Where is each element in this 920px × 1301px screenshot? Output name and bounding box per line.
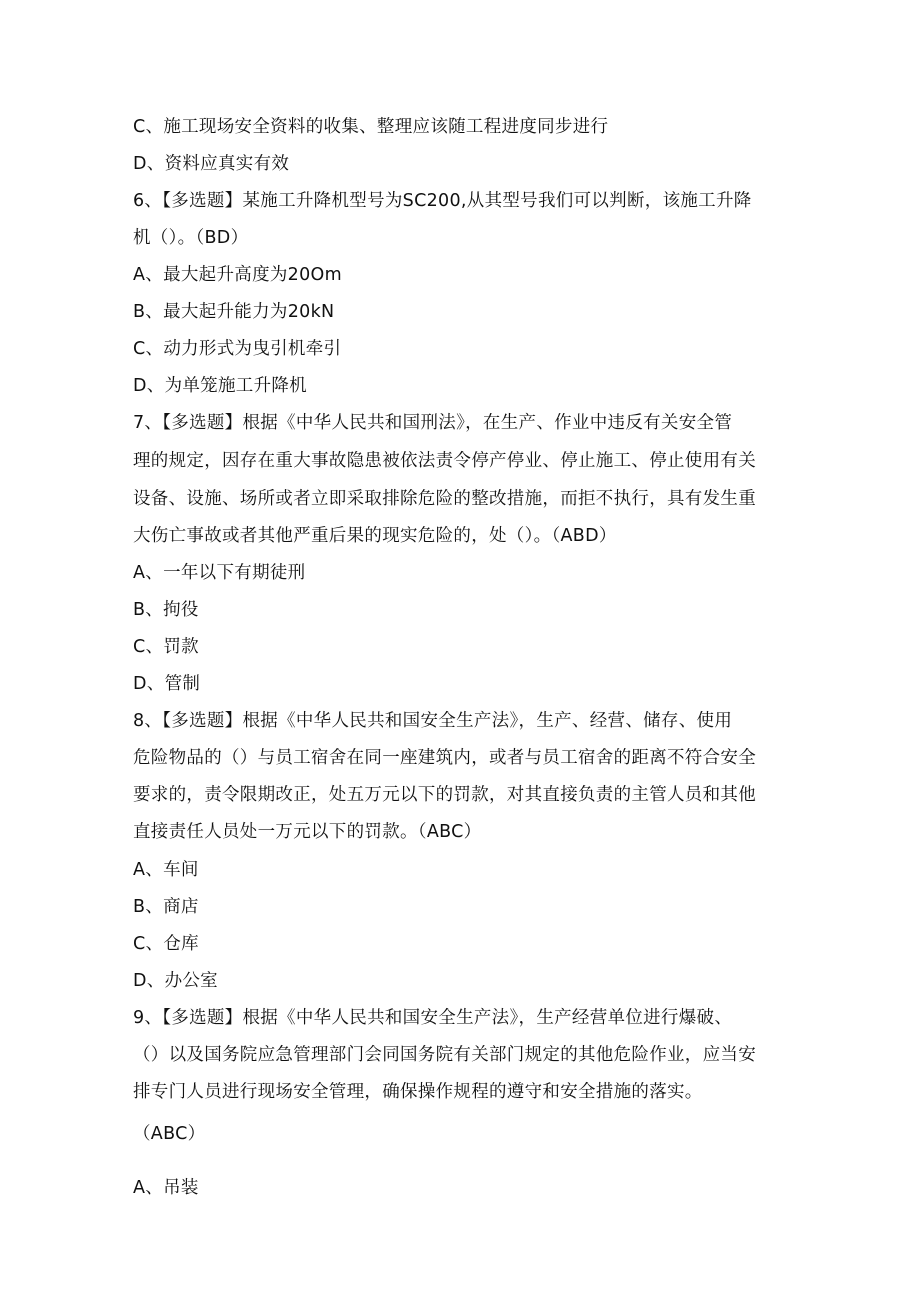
q7-stem-line-2: 理的规定，因存在重大事故隐患被依法责令停产停业、停止施工、停止使用有关: [133, 451, 756, 471]
q8-stem-line-4: 直接责任人员处一万元以下的罚款。（ABC）: [133, 822, 482, 842]
q8-option-c: C、仓库: [133, 934, 199, 954]
q6-stem-line-1: 6、【多选题】某施工升降机型号为SC200,从其型号我们可以判断，该施工升降: [133, 191, 752, 211]
q7-stem-line-3: 设备、设施、场所或者立即采取排除危险的整改措施，而拒不执行，具有发生重: [133, 489, 756, 509]
q8-option-d: D、办公室: [133, 971, 218, 991]
q9-stem-line-3: 排专门人员进行现场安全管理，确保操作规程的遵守和安全措施的落实。: [133, 1082, 703, 1102]
q7-option-d: D、管制: [133, 674, 201, 694]
q6-option-b: B、最大起升能力为20kN: [133, 302, 335, 322]
q7-stem-line-1: 7、【多选题】根据《中华人民共和国刑法》，在生产、作业中违反有关安全管: [133, 413, 733, 433]
q8-stem-line-1: 8、【多选题】根据《中华人民共和国安全生产法》，生产、经营、储存、使用: [133, 711, 733, 731]
q9-option-a: A、吊装: [133, 1178, 199, 1198]
q5-option-d: D、资料应真实有效: [133, 154, 290, 174]
q9-answer: （ABC）: [133, 1124, 206, 1144]
q7-option-b: B、拘役: [133, 600, 199, 620]
q5-option-c: C、施工现场安全资料的收集、整理应该随工程进度同步进行: [133, 117, 609, 137]
q7-option-a: A、一年以下有期徒刑: [133, 563, 306, 583]
q6-option-c: C、动力形式为曳引机牵引: [133, 339, 342, 359]
q8-option-b: B、商店: [133, 897, 199, 917]
q7-option-c: C、罚款: [133, 637, 199, 657]
q6-option-d: D、为单笼施工升降机: [133, 376, 307, 396]
q6-stem-line-2: 机（）。（BD）: [133, 228, 249, 248]
q8-stem-line-2: 危险物品的（）与员工宿舍在同一座建筑内，或者与员工宿舍的距离不符合安全: [133, 748, 756, 768]
q6-option-a: A、最大起升高度为20Om: [133, 265, 342, 285]
q8-stem-line-3: 要求的，责令限期改正，处五万元以下的罚款，对其直接负责的主管人员和其他: [133, 785, 756, 805]
q9-stem-line-1: 9、【多选题】根据《中华人民共和国安全生产法》，生产经营单位进行爆破、: [133, 1008, 733, 1028]
q7-stem-line-4: 大伤亡事故或者其他严重后果的现实危险的，处（）。（ABD）: [133, 526, 617, 546]
q9-stem-line-2: （）以及国务院应急管理部门会同国务院有关部门规定的其他危险作业，应当安: [133, 1045, 756, 1065]
q8-option-a: A、车间: [133, 860, 199, 880]
